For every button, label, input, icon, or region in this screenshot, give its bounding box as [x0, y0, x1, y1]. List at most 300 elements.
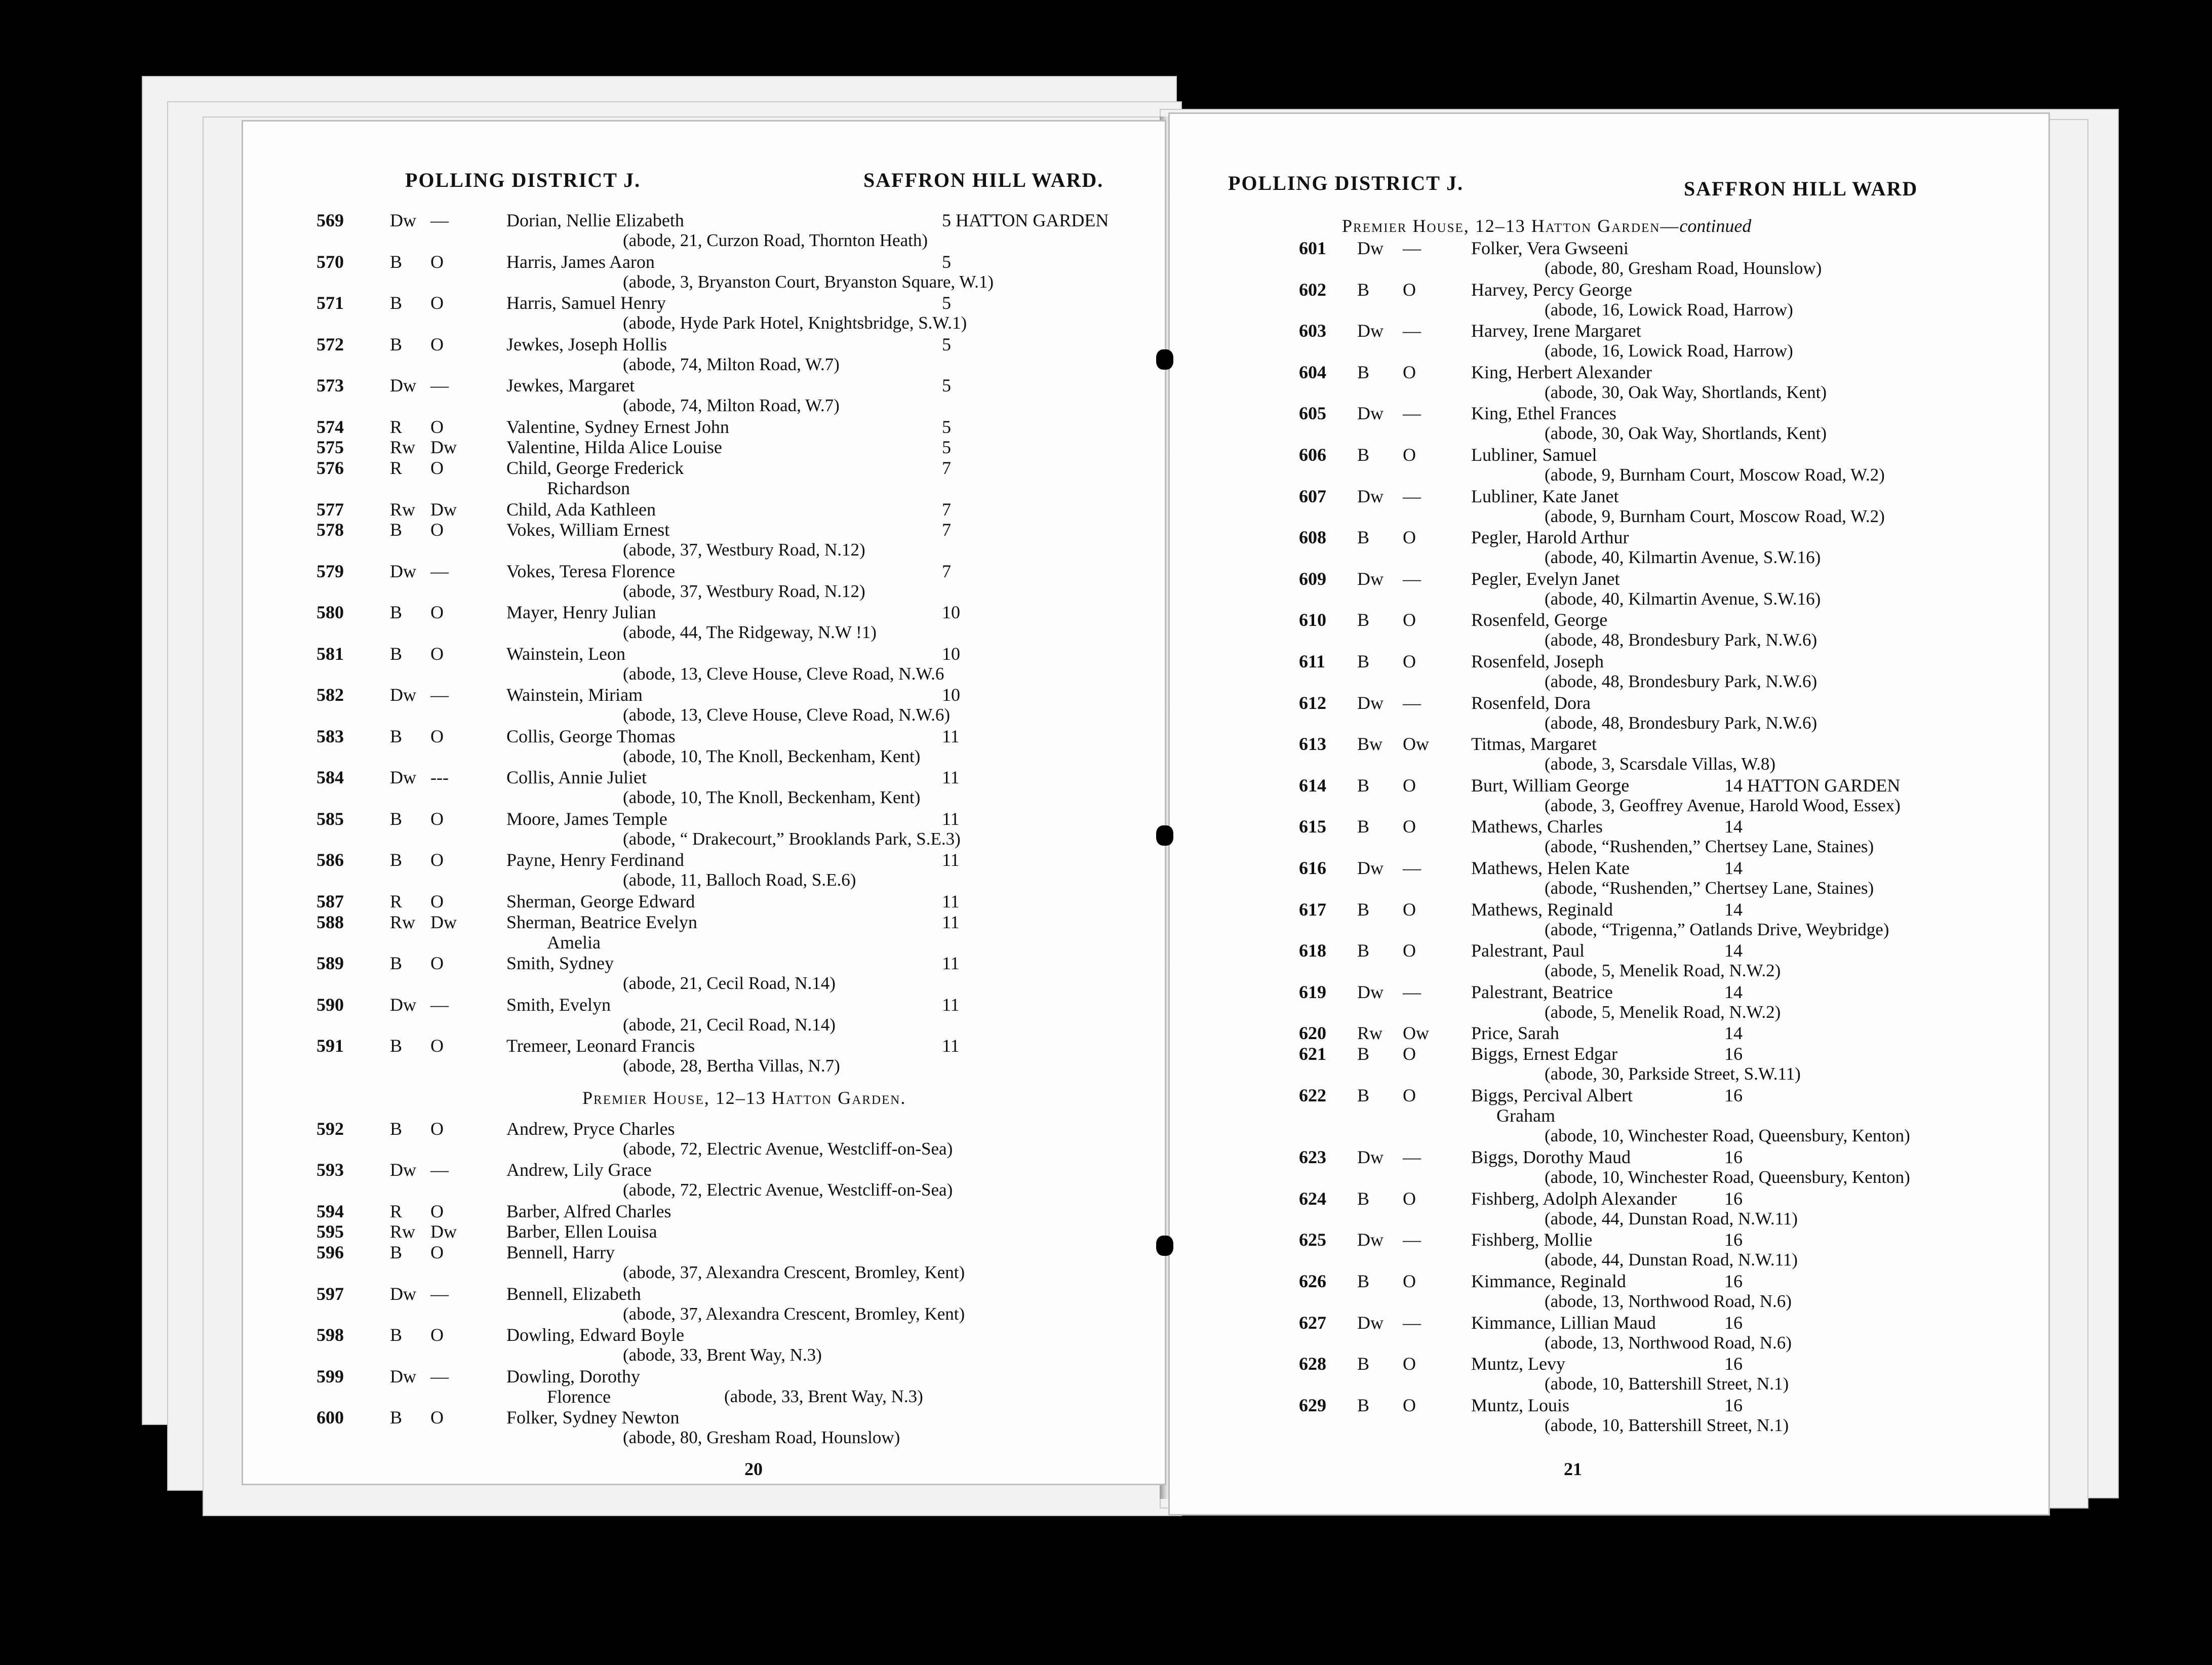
elector-name: Sherman, George Edward	[506, 891, 695, 911]
house-number: 16	[1724, 1147, 1743, 1168]
elector-name: Harris, Samuel Henry	[506, 293, 666, 313]
abode-address: (abode, 72, Electric Avenue, Westcliff-on-Sea)	[623, 1180, 953, 1200]
elector-name: Rosenfeld, Joseph	[1471, 651, 1604, 671]
qualification: Dw	[390, 1283, 416, 1304]
elector-name: Bennell, Harry	[506, 1242, 615, 1262]
residence-code: O	[430, 643, 444, 664]
elector-name: Palestrant, Beatrice	[1471, 981, 1613, 1002]
elector-number: 570	[317, 251, 344, 272]
elector-name: Barber, Ellen Louisa	[506, 1221, 657, 1242]
elector-name: Wainstein, Leon	[506, 643, 626, 664]
residence-code: O	[1403, 445, 1416, 465]
elector-name: Titmas, Margaret	[1471, 734, 1597, 755]
abode-address: (abode, 44, Dunstan Road, N.W.11)	[1545, 1208, 1798, 1228]
house-number: 16	[1724, 1188, 1743, 1209]
register-entry	[1170, 1188, 2048, 1209]
abode-address: (abode, 37, Alexandra Crescent, Bromley, Kent)	[623, 1262, 965, 1282]
qualification: B	[390, 1036, 403, 1056]
qualification: Dw	[1357, 858, 1384, 878]
register-entry	[243, 499, 1165, 520]
abode-address: (abode, 37, Westbury Road, N.12)	[623, 540, 865, 560]
house-number: 14	[1724, 816, 1743, 837]
residence-code: Ow	[1403, 734, 1429, 755]
elector-name: Jewkes, Margaret	[506, 375, 635, 395]
abode-address: (abode, 21, Cecil Road, N.14)	[623, 1014, 836, 1035]
abode-address: (abode, 33, Brent Way, N.3)	[724, 1386, 923, 1406]
elector-name: Bennell, Elizabeth	[506, 1283, 641, 1304]
elector-number: 604	[1299, 362, 1326, 382]
residence-code: O	[1403, 816, 1416, 837]
abode-address: (abode, 40, Kilmartin Avenue, S.W.16)	[1545, 588, 1821, 609]
register-entry	[1170, 1147, 2048, 1167]
house-number: 11	[942, 994, 960, 1015]
abode-address: (abode, 30, Parkside Street, S.W.11)	[1545, 1064, 1801, 1084]
qualification: B	[1357, 362, 1370, 382]
abode-address: (abode, 9, Burnham Court, Moscow Road, W.2)	[1545, 465, 1885, 485]
elector-number: 612	[1299, 692, 1326, 713]
house-number: 11	[942, 850, 960, 870]
abode-address: (abode, 10, The Knoll, Beckenham, Kent)	[623, 787, 921, 808]
elector-name: Smith, Sydney	[506, 953, 614, 973]
qualification: Dw	[1357, 692, 1384, 713]
residence-code: ---	[430, 767, 449, 788]
abode-address: (abode, 10, Winchester Road, Queensbury, Kenton)	[1545, 1125, 1910, 1145]
elector-name: Price, Sarah	[1471, 1023, 1559, 1044]
left-header-district: POLLING DISTRICT J.	[405, 169, 641, 191]
elector-number: 598	[317, 1325, 344, 1345]
abode-address: (abode, 80, Gresham Road, Hounslow)	[1545, 258, 1822, 278]
elector-number: 611	[1299, 651, 1326, 671]
residence-code: Dw	[430, 911, 457, 932]
house-number: 16	[1724, 1395, 1743, 1415]
elector-number: 575	[317, 437, 344, 458]
qualification: B	[1357, 1188, 1370, 1209]
elector-number: 587	[317, 891, 344, 911]
elector-number: 605	[1299, 403, 1326, 424]
elector-name: Harris, James Aaron	[506, 251, 655, 272]
elector-number: 585	[317, 808, 344, 829]
elector-name: Harvey, Percy George	[1471, 279, 1632, 300]
elector-name: Pegler, Harold Arthur	[1471, 527, 1629, 548]
elector-name: Fishberg, Adolph Alexander	[1471, 1188, 1677, 1209]
right-subheading-note: continued	[1679, 216, 1752, 236]
qualification: B	[1357, 279, 1370, 300]
residence-code: O	[430, 1407, 444, 1428]
residence-code: O	[430, 334, 444, 354]
register-entry	[1170, 527, 2048, 547]
elector-name: Collis, George Thomas	[506, 726, 676, 746]
elector-name-continued: Graham	[1496, 1105, 1555, 1126]
qualification: Dw	[1357, 1312, 1384, 1333]
house-number: 14 HATTON GARDEN	[1724, 775, 1901, 796]
elector-number: 584	[317, 767, 344, 788]
register-entry	[243, 437, 1165, 457]
elector-number: 583	[317, 726, 344, 746]
residence-code: —	[430, 685, 449, 705]
qualification: B	[1357, 1271, 1370, 1291]
register-entry	[243, 1325, 1165, 1345]
register-entry	[243, 1221, 1165, 1242]
abode-address: (abode, 48, Brondesbury Park, N.W.6)	[1545, 671, 1818, 691]
residence-code: O	[430, 1325, 444, 1345]
register-entry	[243, 850, 1165, 870]
house-number: 16	[1724, 1354, 1743, 1374]
qualification: B	[1357, 1354, 1370, 1374]
elector-number: 589	[317, 953, 344, 973]
elector-name: Pegler, Evelyn Janet	[1471, 568, 1620, 589]
house-number: 5	[942, 437, 951, 458]
elector-number: 608	[1299, 527, 1326, 548]
residence-code: O	[1403, 775, 1416, 796]
abode-address: (abode, 13, Northwood Road, N.6)	[1545, 1291, 1792, 1311]
house-number: 14	[1724, 981, 1743, 1002]
elector-name: Mathews, Helen Kate	[1471, 858, 1630, 878]
elector-number: 572	[317, 334, 344, 354]
qualification: B	[390, 643, 403, 664]
abode-address: (abode, 21, Cecil Road, N.14)	[623, 973, 836, 993]
qualification: R	[390, 416, 403, 437]
residence-code: O	[430, 808, 444, 829]
abode-address: (abode, 3, Scarsdale Villas, W.8)	[1545, 754, 1776, 774]
register-entry	[1170, 280, 2048, 300]
elector-number: 574	[317, 416, 344, 437]
qualification: B	[390, 1325, 403, 1345]
elector-number: 602	[1299, 279, 1326, 300]
qualification: B	[390, 602, 403, 623]
elector-name-continued: Florence	[547, 1386, 611, 1407]
elector-number: 628	[1299, 1354, 1326, 1374]
elector-name: Harvey, Irene Margaret	[1471, 321, 1641, 341]
register-entry	[1170, 1230, 2048, 1250]
abode-address: (abode, 13, Northwood Road, N.6)	[1545, 1332, 1792, 1353]
residence-code: O	[430, 1118, 444, 1139]
abode-address: (abode, 5, Menelik Road, N.W.2)	[1545, 961, 1781, 981]
residence-code: O	[1403, 940, 1416, 961]
register-entry	[243, 1366, 1165, 1386]
house-number: 7	[942, 458, 951, 478]
elector-number: 576	[317, 458, 344, 478]
elector-name: Moore, James Temple	[506, 808, 667, 829]
abode-address: (abode, 3, Bryanston Court, Bryanston Square, W.1)	[623, 271, 994, 292]
elector-name: Fishberg, Mollie	[1471, 1230, 1593, 1250]
elector-number: 626	[1299, 1271, 1326, 1291]
register-entry	[1170, 899, 2048, 920]
elector-name: Vokes, William Ernest	[506, 520, 670, 540]
elector-name: Jewkes, Joseph Hollis	[506, 334, 667, 354]
residence-code: O	[1403, 279, 1416, 300]
residence-code: —	[1403, 486, 1421, 506]
abode-address: (abode, “ Drakecourt,” Brooklands Park, S.E.3)	[623, 828, 961, 849]
qualification: Rw	[1357, 1023, 1383, 1044]
binding-hole	[1156, 349, 1173, 370]
elector-name: Burt, William George	[1471, 775, 1630, 796]
qualification: Dw	[390, 375, 416, 395]
qualification: B	[1357, 527, 1370, 548]
residence-code: O	[1403, 1271, 1416, 1291]
house-number: 11	[942, 953, 960, 973]
register-entry	[1170, 1313, 2048, 1333]
qualification: Dw	[1357, 1147, 1384, 1168]
residence-code: —	[1403, 981, 1421, 1002]
qualification: Dw	[1357, 321, 1384, 341]
elector-number: 601	[1299, 238, 1326, 258]
register-entry	[243, 602, 1165, 622]
register-entry	[243, 685, 1165, 705]
house-number: 5	[942, 416, 951, 437]
elector-number: 613	[1299, 734, 1326, 755]
qualification: B	[390, 1242, 403, 1262]
abode-address: (abode, “Rushenden,” Chertsey Lane, Staines)	[1545, 878, 1874, 898]
house-number: 5 HATTON GARDEN	[942, 210, 1109, 230]
left-page	[243, 122, 1165, 1484]
elector-name: Smith, Evelyn	[506, 994, 611, 1015]
right-subheading	[1342, 215, 1751, 236]
abode-address: (abode, 40, Kilmartin Avenue, S.W.16)	[1545, 547, 1821, 568]
elector-name: Muntz, Levy	[1471, 1354, 1565, 1374]
elector-number: 595	[317, 1221, 344, 1242]
register-entry	[1170, 1044, 2048, 1064]
residence-code: O	[1403, 362, 1416, 382]
residence-code: Dw	[430, 437, 457, 458]
register-entry	[1170, 775, 2048, 796]
elector-name: Child, Ada Kathleen	[506, 499, 656, 520]
elector-name: Sherman, Beatrice Evelyn	[506, 911, 697, 932]
elector-number: 579	[317, 561, 344, 581]
abode-address: (abode, 44, The Ridgeway, N.W !1)	[623, 622, 877, 643]
abode-address: (abode, 21, Curzon Road, Thornton Heath)	[623, 230, 928, 250]
qualification: Dw	[1357, 403, 1384, 424]
abode-address: (abode, 5, Menelik Road, N.W.2)	[1545, 1002, 1781, 1022]
residence-code: Dw	[430, 499, 457, 520]
elector-name: Tremeer, Leonard Francis	[506, 1036, 695, 1056]
residence-code: Ow	[1403, 1023, 1429, 1044]
qualification: R	[390, 891, 403, 911]
left-subheading	[582, 1087, 906, 1108]
house-number: 11	[942, 808, 960, 829]
elector-name: Valentine, Hilda Alice Louise	[506, 437, 722, 458]
elector-name: Muntz, Louis	[1471, 1395, 1569, 1415]
qualification: B	[390, 1118, 403, 1139]
elector-name: Biggs, Percival Albert	[1471, 1085, 1633, 1105]
abode-address: (abode, 37, Westbury Road, N.12)	[623, 581, 865, 601]
qualification: Dw	[390, 767, 416, 788]
elector-number: 610	[1299, 610, 1326, 630]
residence-code: —	[430, 994, 449, 1015]
house-number: 16	[1724, 1085, 1743, 1105]
elector-number: 603	[1299, 321, 1326, 341]
residence-code: —	[1403, 692, 1421, 713]
abode-address: (abode, 16, Lowick Road, Harrow)	[1545, 299, 1793, 320]
residence-code: O	[430, 293, 444, 313]
register-entry	[1170, 1395, 2048, 1415]
residence-code: O	[1403, 1044, 1416, 1064]
residence-code: —	[430, 1160, 449, 1180]
residence-code: —	[1403, 858, 1421, 878]
qualification: Dw	[390, 1366, 416, 1386]
residence-code: —	[1403, 321, 1421, 341]
residence-code: O	[430, 1242, 444, 1262]
house-number: 10	[942, 643, 960, 664]
elector-number: 591	[317, 1036, 344, 1056]
house-number: 14	[1724, 858, 1743, 878]
abode-address: (abode, 11, Balloch Road, S.E.6)	[623, 870, 856, 890]
elector-number: 597	[317, 1283, 344, 1304]
house-number: 16	[1724, 1271, 1743, 1291]
elector-name: Mayer, Henry Julian	[506, 602, 656, 623]
elector-number: 621	[1299, 1044, 1326, 1064]
left-subheading-label: Premier House, 12–13 Hatton Garden.	[582, 1088, 906, 1108]
elector-number: 629	[1299, 1395, 1326, 1415]
house-number: 5	[942, 293, 951, 313]
elector-name: King, Herbert Alexander	[1471, 362, 1652, 382]
abode-address: (abode, 30, Oak Way, Shortlands, Kent)	[1545, 423, 1827, 444]
qualification: B	[390, 251, 403, 272]
residence-code: O	[430, 251, 444, 272]
residence-code: —	[1403, 403, 1421, 424]
qualification: R	[390, 458, 403, 478]
elector-name: Mathews, Reginald	[1471, 899, 1613, 920]
elector-number: 581	[317, 643, 344, 664]
residence-code: O	[1403, 1395, 1416, 1415]
residence-code: —	[430, 561, 449, 581]
elector-name: Vokes, Teresa Florence	[506, 561, 676, 581]
residence-code: —	[1403, 568, 1421, 589]
house-number: 14	[1724, 940, 1743, 961]
register-entry	[243, 644, 1165, 664]
house-number: 14	[1724, 1023, 1743, 1044]
abode-address: (abode, 3, Geoffrey Avenue, Harold Wood, Essex)	[1545, 795, 1901, 815]
register-entry	[243, 891, 1165, 911]
elector-name-continued: Amelia	[547, 932, 601, 953]
register-entry	[1170, 1085, 2048, 1105]
register-entry	[1170, 734, 2048, 754]
right-page-number: 21	[1564, 1459, 1582, 1479]
right-page	[1170, 114, 2048, 1514]
residence-code: O	[430, 1036, 444, 1056]
qualification: B	[390, 520, 403, 540]
abode-address: (abode, 9, Burnham Court, Moscow Road, W.2)	[1545, 506, 1885, 526]
elector-number: 623	[1299, 1147, 1326, 1168]
abode-address: (abode, 13, Cleve House, Cleve Road, N.W.6)	[623, 705, 951, 725]
qualification: B	[1357, 445, 1370, 465]
elector-name: Rosenfeld, George	[1471, 610, 1608, 630]
elector-number: 622	[1299, 1085, 1326, 1105]
house-number: 11	[942, 911, 960, 932]
qualification: B	[390, 808, 403, 829]
elector-name: Kimmance, Reginald	[1471, 1271, 1626, 1291]
elector-number: 592	[317, 1118, 344, 1139]
register-entry	[1170, 651, 2048, 671]
elector-name: Wainstein, Miriam	[506, 685, 643, 705]
register-entry	[1170, 816, 2048, 837]
register-entry	[243, 912, 1165, 932]
house-number: 16	[1724, 1312, 1743, 1333]
left-header-ward: SAFFRON HILL WARD.	[863, 169, 1104, 191]
house-number: 11	[942, 891, 960, 911]
residence-code: —	[1403, 238, 1421, 258]
elector-number: 577	[317, 499, 344, 520]
elector-number: 627	[1299, 1312, 1326, 1333]
residence-code: O	[1403, 610, 1416, 630]
register-entry	[243, 809, 1165, 829]
residence-code: O	[1403, 1188, 1416, 1209]
elector-name-continued: Richardson	[547, 478, 630, 498]
abode-address: (abode, 44, Dunstan Road, N.W.11)	[1545, 1250, 1798, 1270]
abode-address: (abode, 48, Brondesbury Park, N.W.6)	[1545, 630, 1818, 650]
elector-number: 594	[317, 1201, 344, 1221]
residence-code: O	[1403, 1354, 1416, 1374]
qualification: B	[1357, 1085, 1370, 1105]
house-number: 11	[942, 1036, 960, 1056]
abode-address: (abode, “Trigenna,” Oatlands Drive, Weybridge)	[1545, 919, 1889, 939]
house-number: 16	[1724, 1044, 1743, 1064]
residence-code: O	[430, 850, 444, 870]
register-entry	[1170, 362, 2048, 382]
qualification: Rw	[390, 499, 416, 520]
right-header-district: POLLING DISTRICT J.	[1228, 172, 1464, 194]
register-entry	[243, 561, 1165, 581]
register-entry	[1170, 693, 2048, 713]
register-entry	[243, 767, 1165, 787]
abode-address: (abode, 74, Milton Road, W.7)	[623, 395, 840, 415]
elector-number: 616	[1299, 858, 1326, 878]
residence-code: O	[430, 602, 444, 623]
register-entry	[1170, 321, 2048, 341]
house-number: 11	[942, 726, 960, 746]
elector-name: Payne, Henry Ferdinand	[506, 850, 684, 870]
elector-name: Barber, Alfred Charles	[506, 1201, 672, 1221]
residence-code: O	[1403, 899, 1416, 920]
residence-code: O	[1403, 651, 1416, 671]
elector-name: Mathews, Charles	[1471, 816, 1603, 837]
elector-number: 625	[1299, 1230, 1326, 1250]
abode-address: (abode, 37, Alexandra Crescent, Bromley, Kent)	[623, 1303, 965, 1324]
residence-code: O	[1403, 1085, 1416, 1105]
register-entry	[1170, 1354, 2048, 1374]
register-entry	[243, 1119, 1165, 1139]
qualification: Dw	[1357, 486, 1384, 506]
abode-address: (abode, 72, Electric Avenue, Westcliff-on-Sea)	[623, 1138, 953, 1159]
qualification: Dw	[1357, 981, 1384, 1002]
abode-address: (abode, 33, Brent Way, N.3)	[623, 1345, 822, 1365]
elector-number: 580	[317, 602, 344, 623]
left-page-number: 20	[744, 1459, 763, 1479]
abode-address: (abode, 80, Gresham Road, Hounslow)	[623, 1428, 900, 1447]
elector-number: 606	[1299, 445, 1326, 465]
qualification: B	[390, 1407, 403, 1428]
elector-number: 615	[1299, 816, 1326, 837]
elector-name: Folker, Vera Gwseeni	[1471, 238, 1629, 258]
elector-name: Dowling, Edward Boyle	[506, 1325, 684, 1345]
elector-name: Biggs, Ernest Edgar	[1471, 1044, 1617, 1064]
qualification: B	[390, 953, 403, 973]
qualification: Bw	[1357, 734, 1383, 755]
elector-number: 593	[317, 1160, 344, 1180]
elector-number: 624	[1299, 1188, 1326, 1209]
elector-name: Dowling, Dorothy	[506, 1366, 640, 1386]
register-entry	[1170, 982, 2048, 1002]
register-entry	[243, 1160, 1165, 1180]
qualification: B	[390, 293, 403, 313]
elector-name: Dorian, Nellie Elizabeth	[506, 210, 684, 230]
residence-code: O	[430, 458, 444, 478]
abode-address: (abode, 10, Winchester Road, Queensbury, Kenton)	[1545, 1167, 1910, 1187]
register-entry	[243, 458, 1165, 478]
elector-number: 609	[1299, 568, 1326, 589]
elector-name: Valentine, Sydney Ernest John	[506, 416, 729, 437]
elector-number: 578	[317, 520, 344, 540]
register-entry	[1170, 238, 2048, 258]
